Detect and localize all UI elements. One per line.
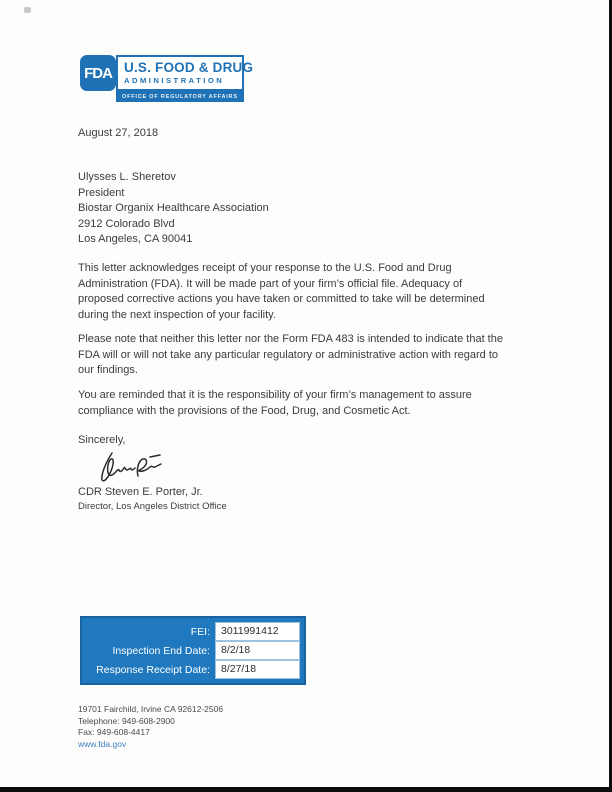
fda-logo: [80, 55, 254, 102]
letter-date: August 27, 2018: [78, 127, 159, 139]
paragraph-line: Administration (FDA). It will be made part of your firm’s official file. Adequacy of: [78, 277, 463, 290]
recipient-street: 2912 Colorado Blvd: [78, 217, 175, 230]
paragraph-line: FDA will or will not take any particular regulatory or administrative action with regard to: [78, 348, 499, 361]
signer-name: CDR Steven E. Porter, Jr.: [78, 486, 203, 498]
paragraph-line: compliance with the provisions of the Food, Drug, and Cosmetic Act.: [78, 404, 411, 417]
table-row: [82, 660, 300, 679]
fei-value: 3011991412: [215, 622, 300, 641]
fda-office-bar: OFFICE OF REGULATORY AFFAIRS: [116, 91, 244, 102]
fei-label: FEI:: [190, 625, 210, 638]
recipient-title: President: [78, 186, 125, 199]
paragraph-line: proposed corrective actions you have taken or committed to take will be determined: [78, 293, 485, 305]
paragraph-line: our findings.: [78, 364, 138, 376]
response-receipt-date-label: Response Receipt Date:: [96, 663, 210, 676]
office-address: 19701 Fairchild, Irvine CA 92612-2506: [78, 704, 224, 714]
office-fax: Fax: 949-608-4417: [78, 727, 150, 737]
response-receipt-date-value: 8/27/18: [215, 660, 300, 679]
inspection-end-date-value: 8/2/18: [215, 641, 300, 660]
recipient-name: Ulysses L. Sheretov: [78, 171, 176, 183]
paragraph-1: [78, 261, 485, 323]
fda-name-line2: ADMINISTRATION: [124, 76, 225, 85]
paragraph-line: Please note that neither this letter nor the Form FDA 483 is intended to indicate that the: [78, 333, 503, 345]
office-contact-block: [78, 704, 223, 750]
inspection-info-table: [80, 616, 306, 685]
fda-logo-text: [116, 55, 254, 102]
paragraph-3: [78, 388, 472, 419]
office-telephone: Telephone: 949-608-2900: [78, 715, 175, 726]
fda-name-line1: U.S. FOOD & DRUG: [124, 60, 254, 75]
recipient-address: [78, 170, 269, 248]
inspection-end-date-label: Inspection End Date:: [112, 644, 210, 657]
scan-edge-bottom: [0, 787, 612, 792]
table-row: [82, 641, 300, 660]
fda-website-link[interactable]: www.fda.gov: [78, 738, 127, 749]
scan-speck: [24, 7, 31, 13]
recipient-city: Los Angeles, CA 90041: [78, 233, 193, 245]
fda-acronym: FDA: [84, 64, 112, 82]
recipient-company: Biostar Organix Healthcare Association: [78, 202, 269, 214]
handwritten-signature: [98, 447, 166, 490]
table-row: [82, 622, 300, 641]
fda-name-box: [116, 55, 254, 91]
fda-logo-mark: [80, 55, 116, 91]
paragraph-line: You are reminded that it is the responsibility of your firm’s management to assure: [78, 389, 472, 401]
signature-scribble: [98, 447, 166, 485]
paragraph-2: [78, 332, 503, 379]
paragraph-line: This letter acknowledges receipt of your response to the U.S. Food and Drug: [78, 262, 452, 274]
paragraph-line: during the next inspection of your facility.: [78, 308, 276, 321]
closing: Sincerely,: [78, 434, 126, 446]
signer-title: Director, Los Angeles District Office: [78, 501, 227, 512]
